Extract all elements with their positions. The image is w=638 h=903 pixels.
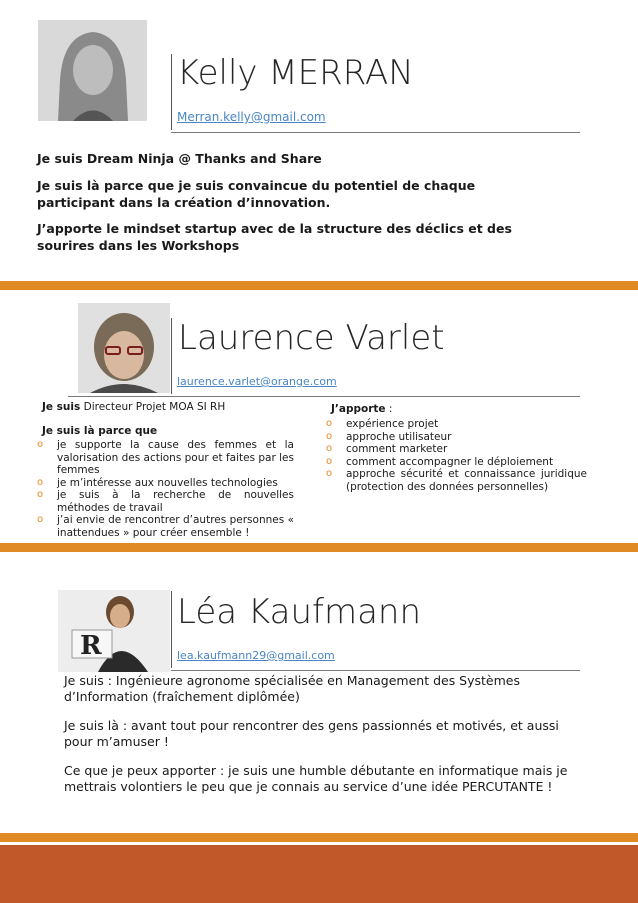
laurence-je-suis (42, 401, 302, 414)
laurence-apporte (331, 403, 392, 416)
list-item: o comment marketer (324, 443, 587, 456)
section-separator-1 (0, 281, 638, 290)
laurence-divider (171, 318, 172, 394)
lea-line-3: Ce que je peux apporter : je suis une humble débutante en informatique mais je mettrais volontiers le peu que je connais au service d’une idée PERCUTANTE ! (64, 763, 568, 794)
kelly-photo (38, 20, 147, 121)
laurence-underline (68, 396, 580, 397)
kelly-line-3: J’apporte le mindset startup avec de la structure des déclics et des sourires dans les Workshops (37, 221, 512, 253)
footer-band (0, 845, 638, 903)
laurence-parce-que-label: Je suis là parce que (42, 425, 158, 437)
section-separator-2 (0, 543, 638, 552)
kelly-line-2: Je suis là parce que je suis convaincue du potentiel de chaque participant dans la création d’innovation. (37, 178, 476, 210)
section-separator-3 (0, 833, 638, 842)
laurence-apporte-suffix: : (385, 403, 393, 415)
lea-line-1: Je suis : Ingénieure agronome spécialisée en Management des Systèmes d’Information (fraîchement diplômée) (64, 673, 520, 704)
laurence-je-suis-label: Je suis (42, 401, 81, 413)
list-item: o je supporte la cause des femmes et la valorisation des actions pour et faites par les femmes (35, 439, 294, 477)
kelly-divider (171, 54, 172, 130)
laurence-email-link[interactable]: laurence.varlet@orange.com (177, 375, 337, 388)
list-item: o approche utilisateur (324, 431, 587, 444)
lea-underline (171, 670, 580, 671)
svg-text:R: R (80, 631, 102, 661)
laurence-parce-que-list (35, 439, 294, 539)
list-item: o je m’intéresse aux nouvelles technologies (35, 477, 294, 490)
lea-email-link[interactable]: lea.kaufmann29@gmail.com (177, 649, 335, 662)
list-item: o approche sécurité et connaissance juridique (protection des données personnelles) (324, 468, 587, 493)
lea-name: Léa Kaufmann (177, 592, 422, 632)
laurence-apporte-label: J’apporte (331, 403, 386, 415)
list-item: o je suis à la recherche de nouvelles méthodes de travail (35, 489, 294, 514)
laurence-je-suis-value: Directeur Projet MOA SI RH (80, 401, 226, 413)
kelly-name: Kelly MERRAN (177, 53, 414, 93)
list-item: o comment accompagner le déploiement (324, 456, 587, 469)
list-item: o expérience projet (324, 418, 587, 431)
kelly-underline (171, 132, 580, 133)
kelly-line-1: Je suis Dream Ninja @ Thanks and Share (37, 151, 322, 166)
kelly-email-link[interactable]: Merran.kelly@gmail.com (177, 110, 326, 124)
lea-photo (58, 590, 170, 672)
laurence-photo (78, 303, 170, 393)
laurence-name: Laurence Varlet (178, 318, 445, 358)
lea-divider (171, 591, 172, 668)
list-item: o j’ai envie de rencontrer d’autres personnes « inattendues » pour créer ensemble ! (35, 514, 294, 539)
laurence-apporte-list (324, 418, 587, 493)
lea-line-2: Je suis là : avant tout pour rencontrer des gens passionnés et motivés, et aussi pour m’amuser ! (64, 718, 559, 749)
